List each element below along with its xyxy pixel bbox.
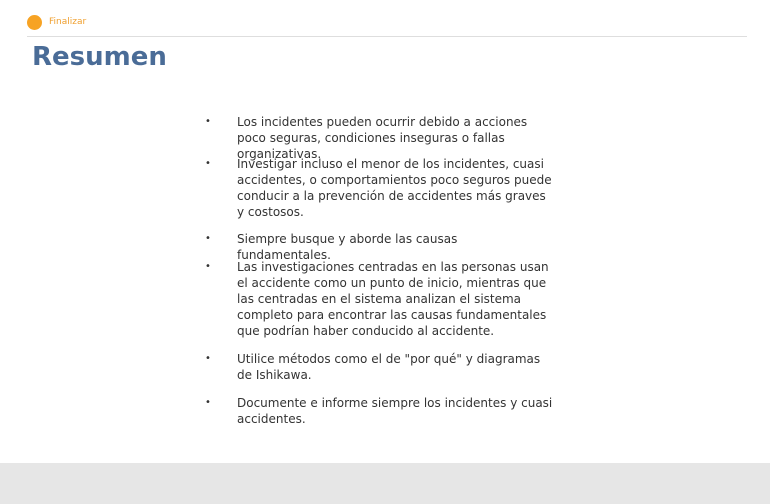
header-bar xyxy=(0,0,770,38)
status-dot-icon xyxy=(27,15,42,30)
list-item-text: Los incidentes pueden ocurrir debido a acciones poco seguras, condiciones inseguras o fallas organizativas. xyxy=(237,115,528,161)
bullet-icon: • xyxy=(205,233,211,244)
bullet-icon: • xyxy=(205,116,211,127)
list-item xyxy=(205,395,555,427)
list-item xyxy=(205,351,555,383)
list-item-text: Las investigaciones centradas en las personas usan el accidente como un punto de inicio, mientras que las centradas en el sistema analizan el sistema completo para encontrar las causas fundamentales que podrían haber conducido al accidente. xyxy=(237,260,549,338)
page-title: Resumen xyxy=(32,42,167,72)
list-item-text: Utilice métodos como el de "por qué" y diagramas de Ishikawa. xyxy=(237,352,541,382)
list-item-text: Siempre busque y aborde las causas fundamentales. xyxy=(237,232,458,262)
list-item-text: Investigar incluso el menor de los incidentes, cuasi accidentes, o comportamientos poco seguros puede conducir a la prevención de accidentes más graves y costosos. xyxy=(237,157,552,219)
list-item xyxy=(205,114,555,162)
header-divider xyxy=(27,36,747,37)
list-item-text: Documente e informe siempre los incidentes y cuasi accidentes. xyxy=(237,396,553,426)
list-item xyxy=(205,259,555,339)
bullet-icon: • xyxy=(205,397,211,408)
footer-bar xyxy=(0,463,770,504)
list-item xyxy=(205,156,555,220)
bullet-icon: • xyxy=(205,353,211,364)
breadcrumb[interactable]: Finalizar xyxy=(49,17,87,27)
bullet-icon: • xyxy=(205,158,211,169)
bullet-icon: • xyxy=(205,261,211,272)
